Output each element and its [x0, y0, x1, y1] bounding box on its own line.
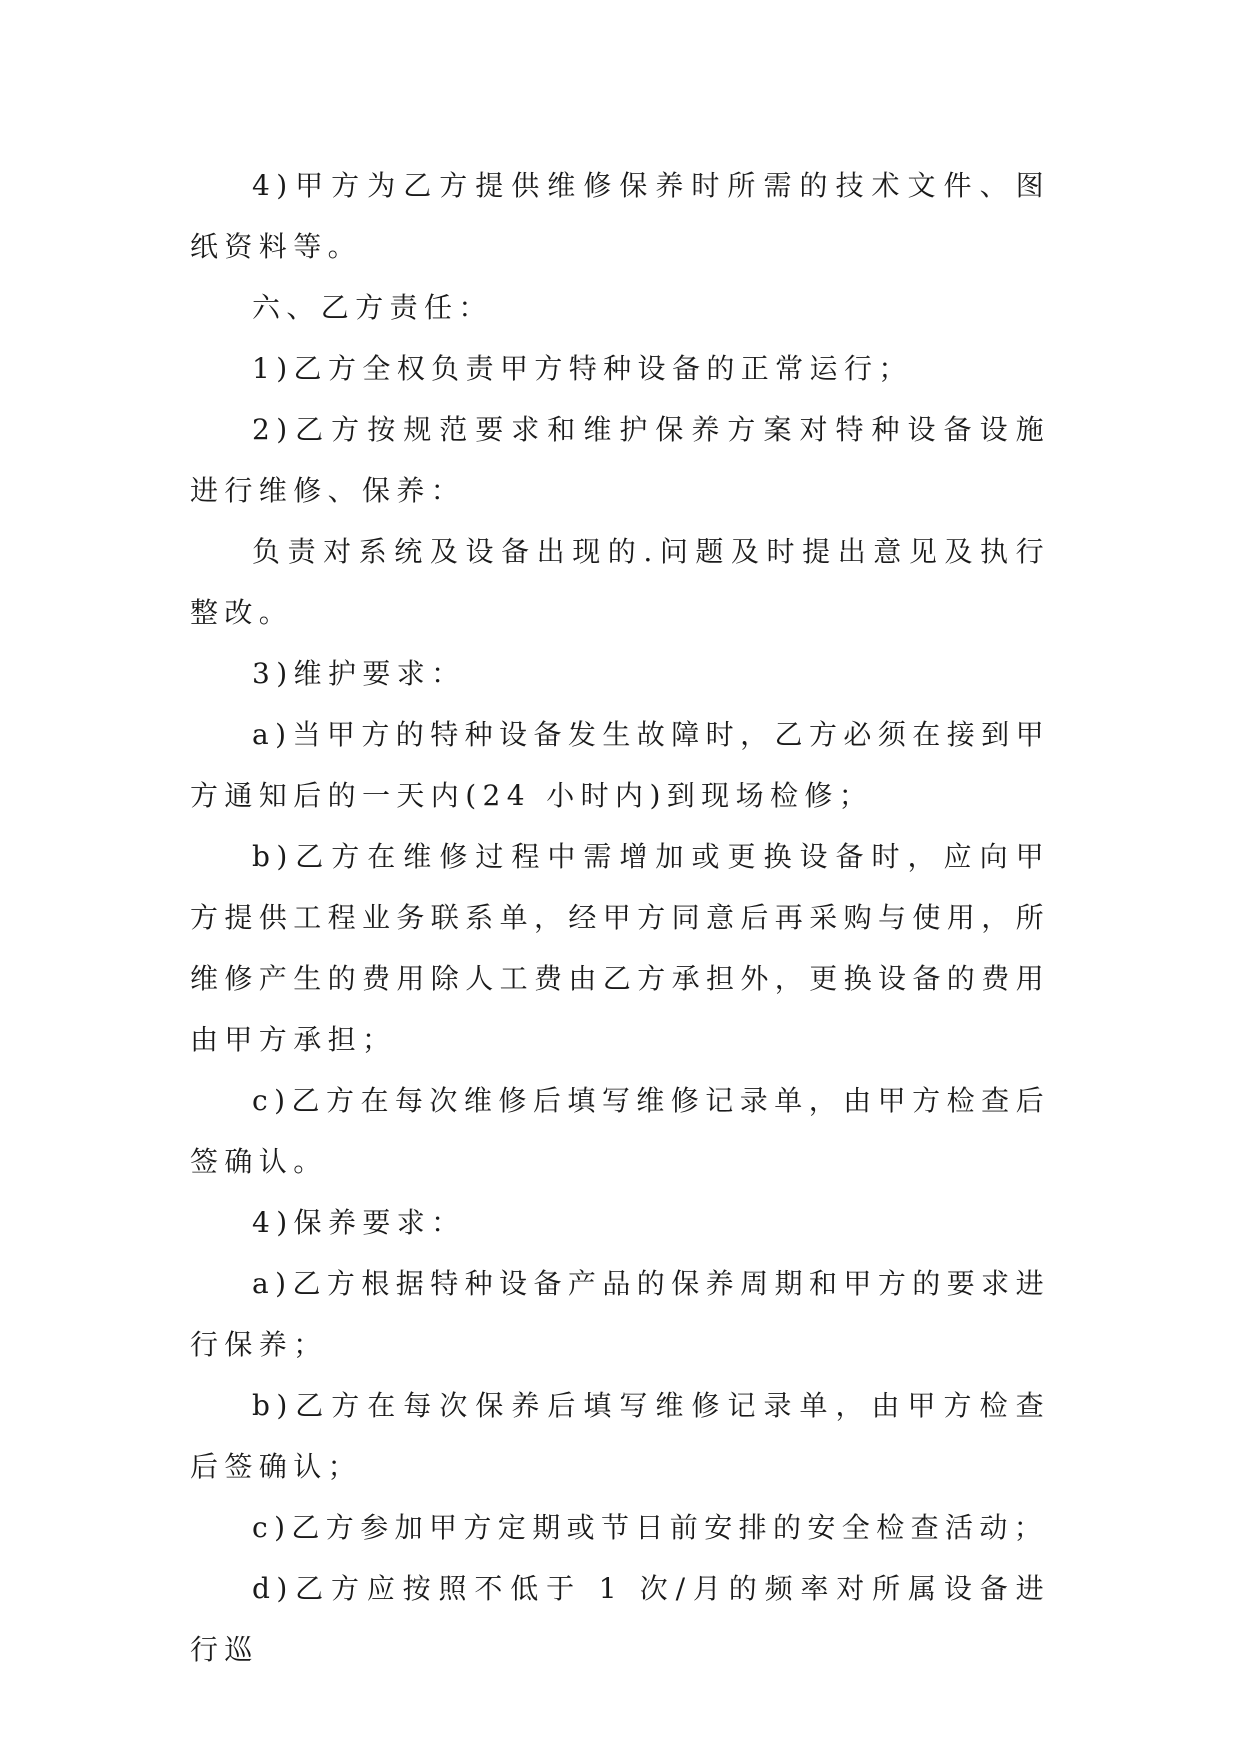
- paragraph-b-2: 2)乙方按规范要求和维护保养方案对特种设备设施进行维修、保养：: [190, 413, 1050, 507]
- paragraph-upkeep-a: a)乙方根据特种设备产品的保养周期和甲方的要求进行保养；: [190, 1267, 1050, 1361]
- subheading-maintenance-requirements: 3)维护要求：: [252, 657, 466, 690]
- subheading-upkeep-requirements: 4)保养要求：: [252, 1206, 466, 1239]
- paragraph-party-a-tech-docs: 4)甲方为乙方提供维修保养时所需的技术文件、图纸资料等。: [190, 169, 1050, 263]
- paragraph-maint-a: a)当甲方的特种设备发生故障时，乙方必须在接到甲方通知后的一天内(24 小时内)到现场检修；: [190, 718, 1050, 812]
- paragraph-maint-c: c)乙方在每次维修后填写维修记录单，由甲方检查后签确认。: [190, 1084, 1050, 1178]
- paragraph-b-2-note: 负责对系统及设备出现的.问题及时提出意见及执行整改。: [190, 535, 1050, 629]
- section-heading-party-b-duties: 六、乙方责任：: [252, 291, 493, 324]
- paragraph-b-1: 1)乙方全权负责甲方特种设备的正常运行；: [252, 352, 913, 385]
- paragraph-maint-b: b)乙方在维修过程中需增加或更换设备时，应向甲方提供工程业务联系单，经甲方同意后再采购与使用，所维修产生的费用除人工费由乙方承担外，更换设备的费用由甲方承担；: [190, 840, 1051, 1056]
- paragraph-upkeep-d: d)乙方应按照不低于 1 次/月的频率对所属设备进行巡: [190, 1572, 1050, 1666]
- paragraph-upkeep-c: c)乙方参加甲方定期或节日前安排的安全检查活动；: [252, 1511, 1049, 1544]
- document-body: [190, 155, 1050, 1680]
- paragraph-upkeep-b: b)乙方在每次保养后填写维修记录单，由甲方检查后签确认；: [190, 1389, 1050, 1483]
